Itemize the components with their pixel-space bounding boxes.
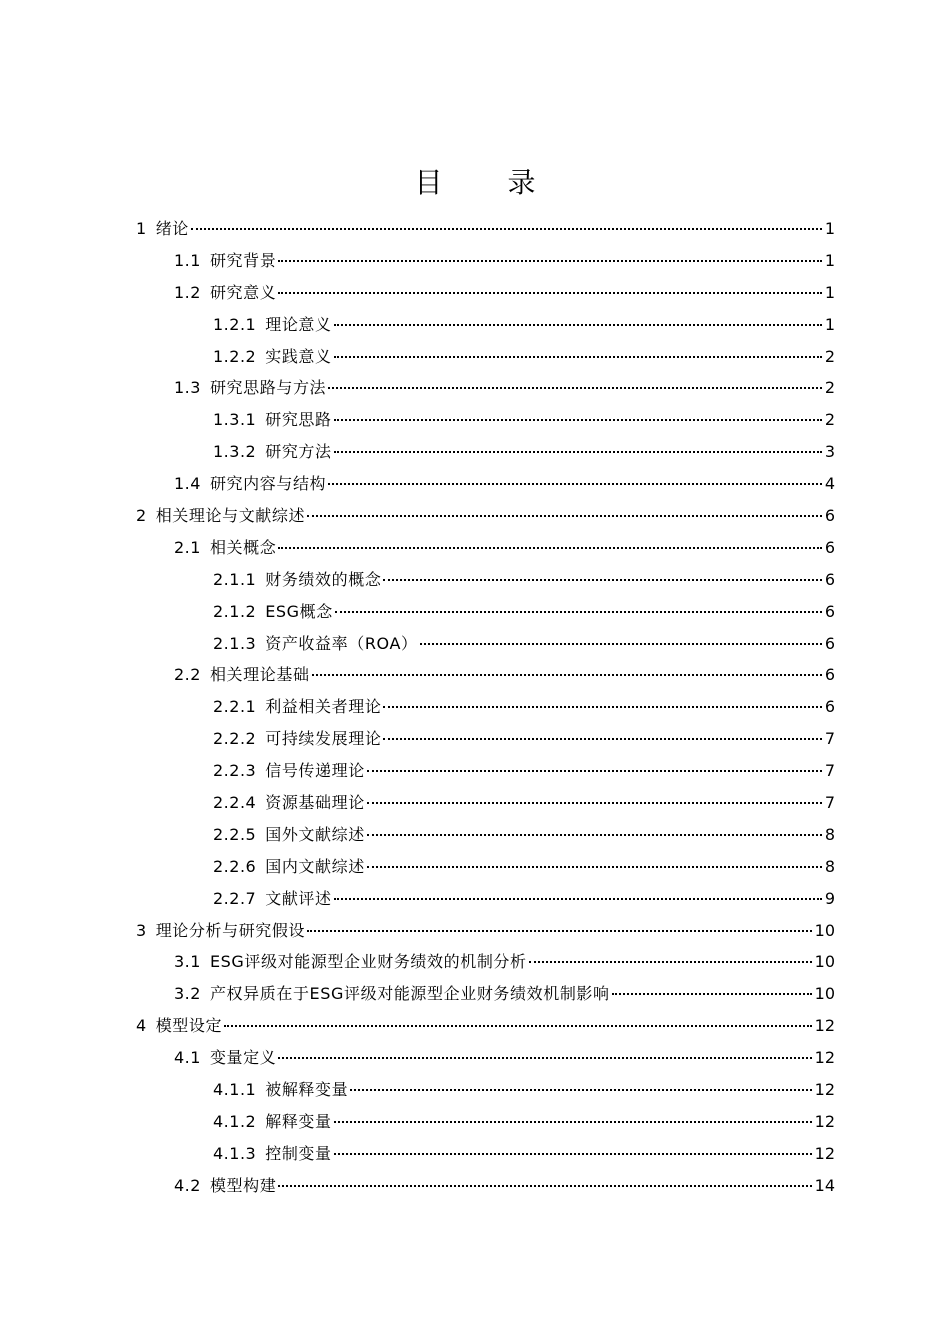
toc-entry-line <box>213 889 950 909</box>
toc-entry-line <box>174 1048 950 1068</box>
toc-entry[interactable] <box>0 436 950 468</box>
toc-entry-number: 3.1 <box>174 952 201 972</box>
toc-entry-title: 绪论 <box>155 218 189 238</box>
toc-entry-line <box>213 761 950 781</box>
toc-entry-number: 2.2.2 <box>213 729 257 749</box>
toc-entry-title: 相关概念 <box>209 537 277 557</box>
toc-entry-page: 8 <box>824 824 835 844</box>
toc-entry[interactable] <box>0 309 950 341</box>
toc-entry-line <box>213 793 950 813</box>
toc-entry-page: 2 <box>824 410 835 430</box>
toc-entry-page: 10 <box>814 984 835 1004</box>
dot-leader <box>307 930 812 932</box>
toc-entry-title: 研究内容与结构 <box>209 474 327 494</box>
toc-entry-number: 2.1.1 <box>213 569 257 589</box>
toc-entry-page: 2 <box>824 378 835 398</box>
toc-entry-number: 2.2.3 <box>213 761 257 781</box>
toc-entry-number: 4.2 <box>174 1175 201 1195</box>
toc-entry[interactable] <box>0 1106 950 1138</box>
toc-entry-title: 研究思路 <box>265 410 332 430</box>
toc-entry-line <box>174 538 950 558</box>
toc-entry-number: 4 <box>136 1016 147 1036</box>
toc-entry-page: 1 <box>824 314 835 334</box>
dot-leader <box>191 228 822 230</box>
toc-entry[interactable] <box>0 787 950 819</box>
toc-entry-title: 产权异质在于ESG评级对能源型企业财务绩效机制影响 <box>209 984 610 1004</box>
toc-entry-line <box>136 921 950 941</box>
toc-entry[interactable] <box>0 213 950 245</box>
toc-entry[interactable] <box>0 915 950 947</box>
toc-entry-title: 国内文献综述 <box>265 856 365 876</box>
toc-entry-title: ESG评级对能源型企业财务绩效的机制分析 <box>209 952 527 972</box>
toc-entry-page: 12 <box>814 1143 835 1163</box>
toc-entry-line <box>213 347 950 367</box>
toc-entry[interactable] <box>0 372 950 404</box>
toc-entry-title: 相关理论与文献综述 <box>155 505 306 525</box>
toc-entry-title: 利益相关者理论 <box>265 697 382 717</box>
dot-leader <box>383 579 821 581</box>
toc-entry-number: 1.2 <box>174 282 201 302</box>
toc-entry[interactable] <box>0 628 950 660</box>
toc-entry-title: 模型设定 <box>155 1016 223 1036</box>
toc-entry-line <box>213 697 950 717</box>
dot-leader <box>334 324 822 326</box>
toc-entry-title: 国外文献综述 <box>265 824 365 844</box>
toc-entry-title: 被解释变量 <box>265 1079 349 1099</box>
toc-entry-line <box>136 1016 950 1036</box>
toc-entry[interactable] <box>0 819 950 851</box>
toc-entry-title: 财务绩效的概念 <box>265 569 382 589</box>
dot-leader <box>335 611 822 613</box>
dot-leader <box>383 738 821 740</box>
toc-entry-number: 1 <box>136 218 147 238</box>
toc-entry[interactable] <box>0 946 950 978</box>
toc-entry[interactable] <box>0 723 950 755</box>
dot-leader <box>334 1153 812 1155</box>
toc-entry-title: 理论意义 <box>265 314 332 334</box>
toc-entry-number: 2.2 <box>174 665 201 685</box>
toc-entry-line <box>174 1176 950 1196</box>
toc-entry-line <box>213 1080 950 1100</box>
toc-entry-page: 12 <box>814 1111 835 1131</box>
dot-leader <box>278 260 821 262</box>
toc-entry-number: 1.3.2 <box>213 442 257 462</box>
toc-entry-number: 3 <box>136 920 147 940</box>
toc-entry-page: 12 <box>814 1048 835 1068</box>
toc-entry[interactable] <box>0 500 950 532</box>
toc-entry-page: 6 <box>824 569 835 589</box>
toc-entry[interactable] <box>0 277 950 309</box>
toc-entry-number: 2.2.5 <box>213 824 257 844</box>
toc-entry-page: 1 <box>824 218 835 238</box>
toc-entry-title: 资源基础理论 <box>265 792 365 812</box>
toc-entry-page: 12 <box>814 1016 835 1036</box>
toc-entry-page: 1 <box>824 250 835 270</box>
dot-leader <box>334 451 822 453</box>
toc-entry[interactable] <box>0 1170 950 1202</box>
toc-entry[interactable] <box>0 1074 950 1106</box>
dot-leader <box>278 1057 811 1059</box>
toc-entry-page: 6 <box>824 665 835 685</box>
toc-entry[interactable] <box>0 1042 950 1074</box>
toc-entry-line <box>213 1144 950 1164</box>
toc-entry-line <box>174 251 950 271</box>
dot-leader <box>420 643 822 645</box>
toc-entry-title: 研究意义 <box>209 282 277 302</box>
toc-entry-page: 2 <box>824 346 835 366</box>
toc-entry-page: 14 <box>814 1175 835 1195</box>
toc-entry[interactable] <box>0 596 950 628</box>
toc-entry-page: 7 <box>824 761 835 781</box>
toc-entry[interactable] <box>0 532 950 564</box>
toc-entry-page: 7 <box>824 729 835 749</box>
toc-entry-number: 2.2.4 <box>213 792 257 812</box>
toc-entry-number: 1.2.1 <box>213 314 257 334</box>
toc-entry-line <box>174 283 950 303</box>
toc-entry-number: 1.3 <box>174 378 201 398</box>
toc-entry-title: 可持续发展理论 <box>265 729 382 749</box>
toc-entry-number: 2.1.3 <box>213 633 257 653</box>
page-title: 目 录 <box>414 166 564 199</box>
dot-leader <box>224 1025 812 1027</box>
toc-entry-number: 3.2 <box>174 984 201 1004</box>
dot-leader <box>334 1121 812 1123</box>
toc-entry-title: 文献评述 <box>265 888 332 908</box>
toc-entry-number: 4.1.1 <box>213 1079 257 1099</box>
toc-entry-page: 1 <box>824 282 835 302</box>
toc-entry-line <box>174 952 950 972</box>
toc-entry-page: 6 <box>824 697 835 717</box>
toc-entry[interactable] <box>0 883 950 915</box>
toc-entry[interactable] <box>0 404 950 436</box>
toc-entry[interactable] <box>0 468 950 500</box>
toc-entry-number: 1.4 <box>174 474 201 494</box>
toc-entry-page: 6 <box>824 537 835 557</box>
toc-entry-line <box>174 665 950 685</box>
toc-entry-line <box>213 634 950 654</box>
toc-entry-title: 研究背景 <box>209 250 277 270</box>
toc-entry[interactable] <box>0 1010 950 1042</box>
toc-entry-title: 研究思路与方法 <box>209 378 327 398</box>
toc-entry[interactable] <box>0 659 950 691</box>
toc-entry-page: 12 <box>814 1079 835 1099</box>
toc-entry-number: 1.3.1 <box>213 410 257 430</box>
dot-leader <box>334 898 822 900</box>
toc-entry-number: 4.1 <box>174 1048 201 1068</box>
toc-entry-page: 8 <box>824 856 835 876</box>
toc-entry-page: 6 <box>824 505 835 525</box>
toc-entry[interactable] <box>0 245 950 277</box>
toc-entry-page: 4 <box>824 474 835 494</box>
toc-entry-title: 信号传递理论 <box>265 761 365 781</box>
toc-entry[interactable] <box>0 691 950 723</box>
toc-entry-number: 1.1 <box>174 250 201 270</box>
toc-entry-line <box>174 378 950 398</box>
dot-leader <box>383 706 821 708</box>
toc-entry-line <box>213 570 950 590</box>
toc-entry-number: 4.1.3 <box>213 1143 257 1163</box>
toc-entry[interactable] <box>0 851 950 883</box>
toc-entry-line <box>213 410 950 430</box>
toc-entry-line <box>213 729 950 749</box>
toc-entry-number: 2.2.7 <box>213 888 257 908</box>
toc-entry-line <box>213 825 950 845</box>
toc-entry-line <box>213 315 950 335</box>
dot-leader <box>367 770 822 772</box>
dot-leader <box>278 292 821 294</box>
toc-entry-number: 1.2.2 <box>213 346 257 366</box>
toc-entry[interactable] <box>0 341 950 373</box>
toc-entry-title: 变量定义 <box>209 1048 277 1068</box>
dot-leader <box>278 1185 811 1187</box>
dot-leader <box>334 419 822 421</box>
dot-leader <box>312 674 822 676</box>
toc-entry-title: 解释变量 <box>265 1111 332 1131</box>
toc-entry-line <box>213 602 950 622</box>
toc-entry-line <box>213 857 950 877</box>
toc-entry-number: 2.1 <box>174 537 201 557</box>
toc-entry-line <box>136 506 950 526</box>
dot-leader <box>278 547 821 549</box>
dot-leader <box>334 356 822 358</box>
toc-entry-title: 研究方法 <box>265 442 332 462</box>
toc-entry-title: 实践意义 <box>265 346 332 366</box>
toc-entry-title: 控制变量 <box>265 1143 332 1163</box>
toc-entry-line <box>213 1112 950 1132</box>
toc-entry-number: 4.1.2 <box>213 1111 257 1131</box>
toc-entry-title: 模型构建 <box>209 1175 277 1195</box>
toc-entry-number: 2.2.1 <box>213 697 257 717</box>
toc-entry-line <box>174 984 950 1004</box>
toc-entry-number: 2 <box>136 505 147 525</box>
toc-entry-page: 9 <box>824 888 835 908</box>
toc-entry[interactable] <box>0 755 950 787</box>
toc-entry-page: 6 <box>824 633 835 653</box>
toc-entry-page: 6 <box>824 601 835 621</box>
toc-entry[interactable] <box>0 1138 950 1170</box>
dot-leader <box>529 961 812 963</box>
dot-leader <box>367 866 822 868</box>
toc-entry-title: 理论分析与研究假设 <box>155 920 306 940</box>
toc-entry-title: ESG概念 <box>265 601 333 621</box>
table-of-contents <box>0 213 950 1202</box>
toc-entry-page: 10 <box>814 952 835 972</box>
toc-entry-title: 资产收益率（ROA） <box>265 633 418 653</box>
toc-entry-page: 3 <box>824 442 835 462</box>
dot-leader <box>367 802 822 804</box>
dot-leader <box>307 515 822 517</box>
toc-entry[interactable] <box>0 978 950 1010</box>
dot-leader <box>350 1089 811 1091</box>
toc-entry-title: 相关理论基础 <box>209 665 310 685</box>
toc-entry-page: 7 <box>824 792 835 812</box>
toc-entry[interactable] <box>0 564 950 596</box>
toc-entry-number: 2.2.6 <box>213 856 257 876</box>
dot-leader <box>328 387 822 389</box>
toc-entry-line <box>213 442 950 462</box>
toc-entry-line <box>136 219 950 239</box>
toc-entry-line <box>174 474 950 494</box>
dot-leader <box>612 993 812 995</box>
toc-entry-page: 10 <box>814 920 835 940</box>
toc-entry-number: 2.1.2 <box>213 601 257 621</box>
dot-leader <box>367 834 822 836</box>
dot-leader <box>328 483 822 485</box>
